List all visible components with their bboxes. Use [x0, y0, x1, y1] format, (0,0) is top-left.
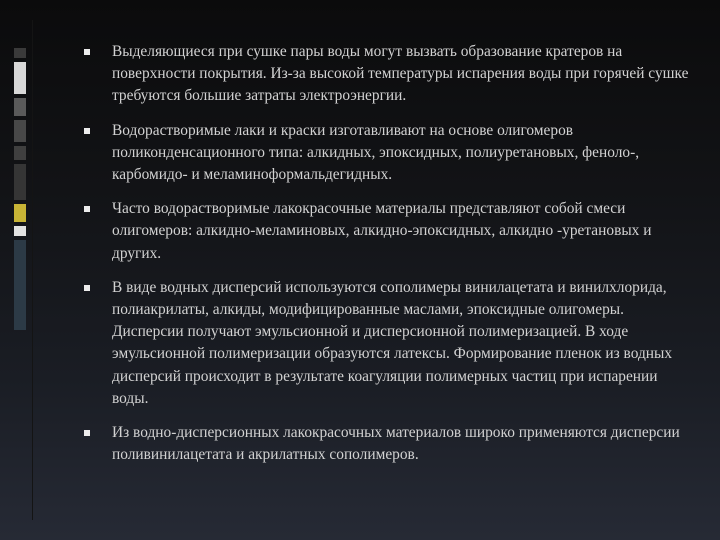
- bullet-item: [84, 277, 696, 410]
- slide-body: [84, 41, 696, 478]
- bullet-item: [84, 198, 696, 265]
- decorative-side-bar: [14, 48, 26, 334]
- bullet-text: В виде водных дисперсий используются сополимеры винилацетата и винилхлорида, полиакрилаты, алкиды, модифицированные маслами, эпоксидные олигомеры. Дисперсии получают эмульсионной и дисперсионной полимеризацией. В ходе эмульсионной полимеризации образуются латексы. Формирование пленок из водных дисперсий происходит в результате коагуляции полимерных частиц при испарении воды.: [112, 278, 673, 407]
- square-bullet-icon: [84, 49, 90, 55]
- square-bullet-icon: [84, 128, 90, 134]
- bullet-text: Из водно-дисперсионных лакокрасочных материалов широко применяются дисперсии поливинилацетата и акрилатных сополимеров.: [112, 424, 680, 464]
- bullet-item: [84, 422, 696, 466]
- bullet-text: Часто водорастворимые лакокрасочные материалы представляют собой смеси олигомеров: алкидно-меламиновых, алкидно-эпоксидных, алкидно -уретановых и других.: [112, 200, 652, 262]
- decorative-segment: [14, 240, 26, 330]
- bullet-text: Выделяющиеся при сушке пары воды могут вызвать образование кратеров на поверхности покрытия. Из-за высокой температуры испарения воды при горячей сушке требуются большие затраты электроэнергии.: [112, 43, 689, 105]
- square-bullet-icon: [84, 206, 90, 212]
- decorative-rule: [32, 20, 33, 520]
- decorative-segment: [14, 48, 26, 58]
- bullet-item: [84, 41, 696, 108]
- decorative-segment: [14, 98, 26, 116]
- bullet-item: [84, 120, 696, 187]
- square-bullet-icon: [84, 285, 90, 291]
- decorative-segment: [14, 226, 26, 236]
- decorative-segment: [14, 164, 26, 200]
- bullet-list: [84, 41, 696, 466]
- bullet-text: Водорастворимые лаки и краски изготавливают на основе олигомеров поликонденсационного типа: алкидных, эпоксидных, полиуретановых, феноло-, карбомидо- и меламиноформальдегидных.: [112, 121, 640, 184]
- square-bullet-icon: [84, 430, 90, 436]
- decorative-segment: [14, 120, 26, 142]
- decorative-accent-segment: [14, 204, 26, 222]
- decorative-segment: [14, 146, 26, 160]
- decorative-segment: [14, 62, 26, 94]
